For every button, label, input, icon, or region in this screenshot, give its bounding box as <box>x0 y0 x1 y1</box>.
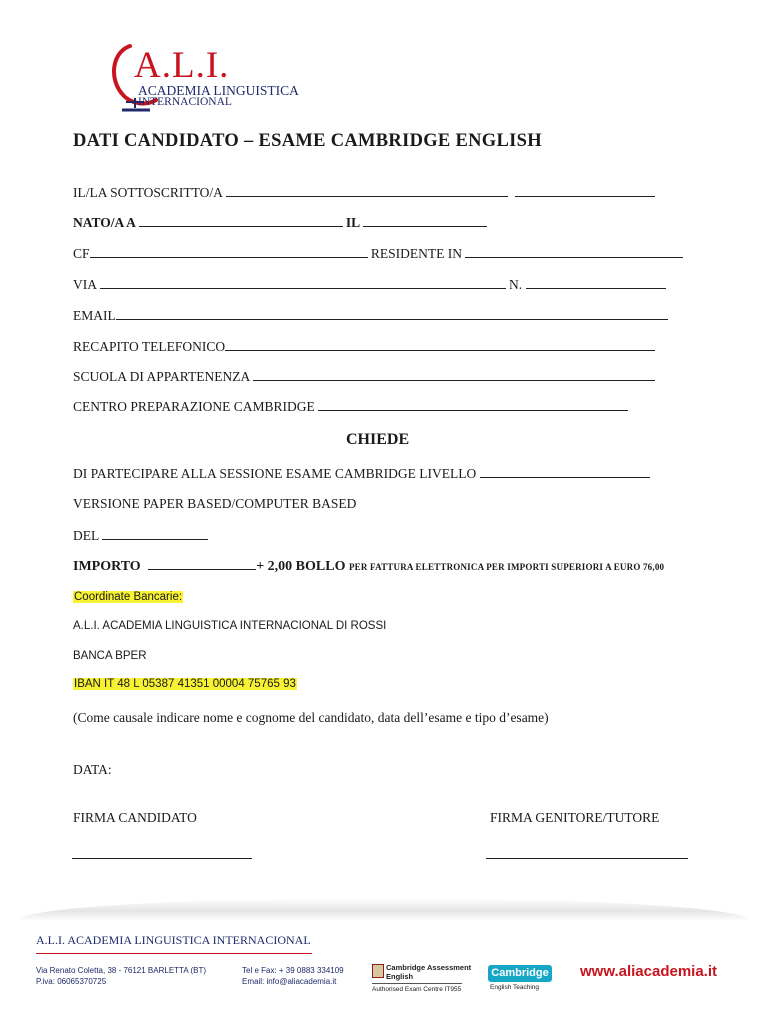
row-nato <box>73 214 487 231</box>
bank-name: BANCA BPER <box>73 650 147 662</box>
blank-residenza[interactable] <box>465 245 683 258</box>
label-via: VIA <box>73 277 97 292</box>
causale-note: (Come causale indicare nome e cognome del candidato, data dell’esame e tipo d’esame) <box>73 710 549 725</box>
chiede-heading: CHIEDE <box>346 431 410 448</box>
label-centro: CENTRO PREPARAZIONE CAMBRIDGE <box>73 399 315 414</box>
row-del <box>73 527 208 544</box>
cambridge-badge: Cambridge <box>488 965 552 982</box>
logo-line1: ACADEMIA LINGUISTICA <box>138 83 299 98</box>
blank-scuola[interactable] <box>253 368 655 381</box>
row-partecipare <box>73 465 650 482</box>
logo-line2: INTERNACIONAL <box>138 96 232 108</box>
footer-tel: Tel e Fax: + 39 0883 334109 <box>242 966 344 975</box>
website-link[interactable]: www.aliacademia.it <box>580 963 717 980</box>
authorised-divider <box>372 983 462 984</box>
firma-candidato-label: FIRMA CANDIDATO <box>73 810 197 825</box>
ali-logo <box>108 40 318 116</box>
blank-luogo-nascita[interactable] <box>139 214 343 227</box>
label-versione: VERSIONE PAPER BASED/COMPUTER BASED <box>73 496 357 511</box>
authorised-centre: Authorised Exam Centre IT955 <box>372 986 462 993</box>
data-label: DATA: <box>73 762 112 777</box>
label-importo: IMPORTO <box>73 559 141 574</box>
blank-centro[interactable] <box>318 398 628 411</box>
row-centro <box>73 398 628 415</box>
footer-divider <box>36 953 312 954</box>
firma-genitore-line[interactable] <box>486 858 688 859</box>
label-bollo: + 2,00 BOLLO <box>256 559 346 574</box>
document-title: DATI CANDIDATO – ESAME CAMBRIDGE ENGLISH <box>73 131 542 151</box>
label-partecipare: DI PARTECIPARE ALLA SESSIONE ESAME CAMBRIDGE LIVELLO <box>73 466 477 481</box>
english-teaching: English Teaching <box>490 984 540 991</box>
blank-numero[interactable] <box>526 276 666 289</box>
blank-via[interactable] <box>100 276 506 289</box>
row-recapito <box>73 338 655 355</box>
blank-cognome[interactable] <box>515 184 655 197</box>
row-via <box>73 276 666 293</box>
label-scuola: SCUOLA DI APPARTENENZA <box>73 369 250 384</box>
blank-importo[interactable] <box>148 557 256 570</box>
label-cf: CF <box>73 246 90 261</box>
label-email: EMAIL <box>73 308 116 323</box>
blank-telefono[interactable] <box>225 338 655 351</box>
bank-iban <box>73 678 297 690</box>
bank-heading <box>73 591 183 603</box>
cambridge-crest-icon <box>372 964 384 978</box>
firma-genitore-label: FIRMA GENITORE/TUTORE <box>490 810 660 825</box>
label-il: IL <box>345 215 360 230</box>
row-sottoscritto <box>73 184 655 201</box>
row-scuola <box>73 368 655 385</box>
cambridge-assessment-1: Cambridge Assessment <box>386 963 472 972</box>
bank-iban-text: IBAN IT 48 L 05387 41351 00004 75765 93 <box>74 678 296 690</box>
label-nato: NATO/A A <box>73 215 136 230</box>
row-email <box>73 307 668 324</box>
blank-data-nascita[interactable] <box>363 214 487 227</box>
firma-candidato-line[interactable] <box>72 858 252 859</box>
logo-acronym: A.L.I. <box>134 45 230 86</box>
cambridge-assessment-2: English <box>386 972 414 981</box>
blank-cf[interactable] <box>90 245 368 258</box>
blank-email[interactable] <box>116 307 668 320</box>
label-n: N. <box>509 277 523 292</box>
label-residente: RESIDENTE IN <box>370 246 463 261</box>
bank-holder: A.L.I. ACADEMIA LINGUISTICA INTERNACIONAL DI ROSSI <box>73 620 387 632</box>
blank-del[interactable] <box>102 527 208 540</box>
bollo-note: PER FATTURA ELETTRONICA PER IMPORTI SUPERIORI A EURO 76,00 <box>348 562 665 572</box>
row-cf <box>73 245 683 262</box>
footer-piva: P.iva: 06065370725 <box>36 977 107 986</box>
footer-address: Via Renato Coletta, 38 - 76121 BARLETTA (BT) <box>36 966 207 975</box>
footer-org: A.L.I. ACADEMIA LINGUISTICA INTERNACIONAL <box>36 933 311 947</box>
blank-livello[interactable] <box>480 465 650 478</box>
label-sottoscritto: IL/LA SOTTOSCRITTO/A <box>73 185 223 200</box>
bank-heading-text: Coordinate Bancarie: <box>74 591 183 603</box>
row-importo <box>73 557 664 575</box>
label-recapito: RECAPITO TELEFONICO <box>73 339 226 354</box>
footer-shadow <box>20 898 748 920</box>
footer-email[interactable]: Email: info@aliacademia.it <box>242 977 337 986</box>
blank-nome[interactable] <box>226 184 508 197</box>
label-del: DEL <box>73 528 99 543</box>
